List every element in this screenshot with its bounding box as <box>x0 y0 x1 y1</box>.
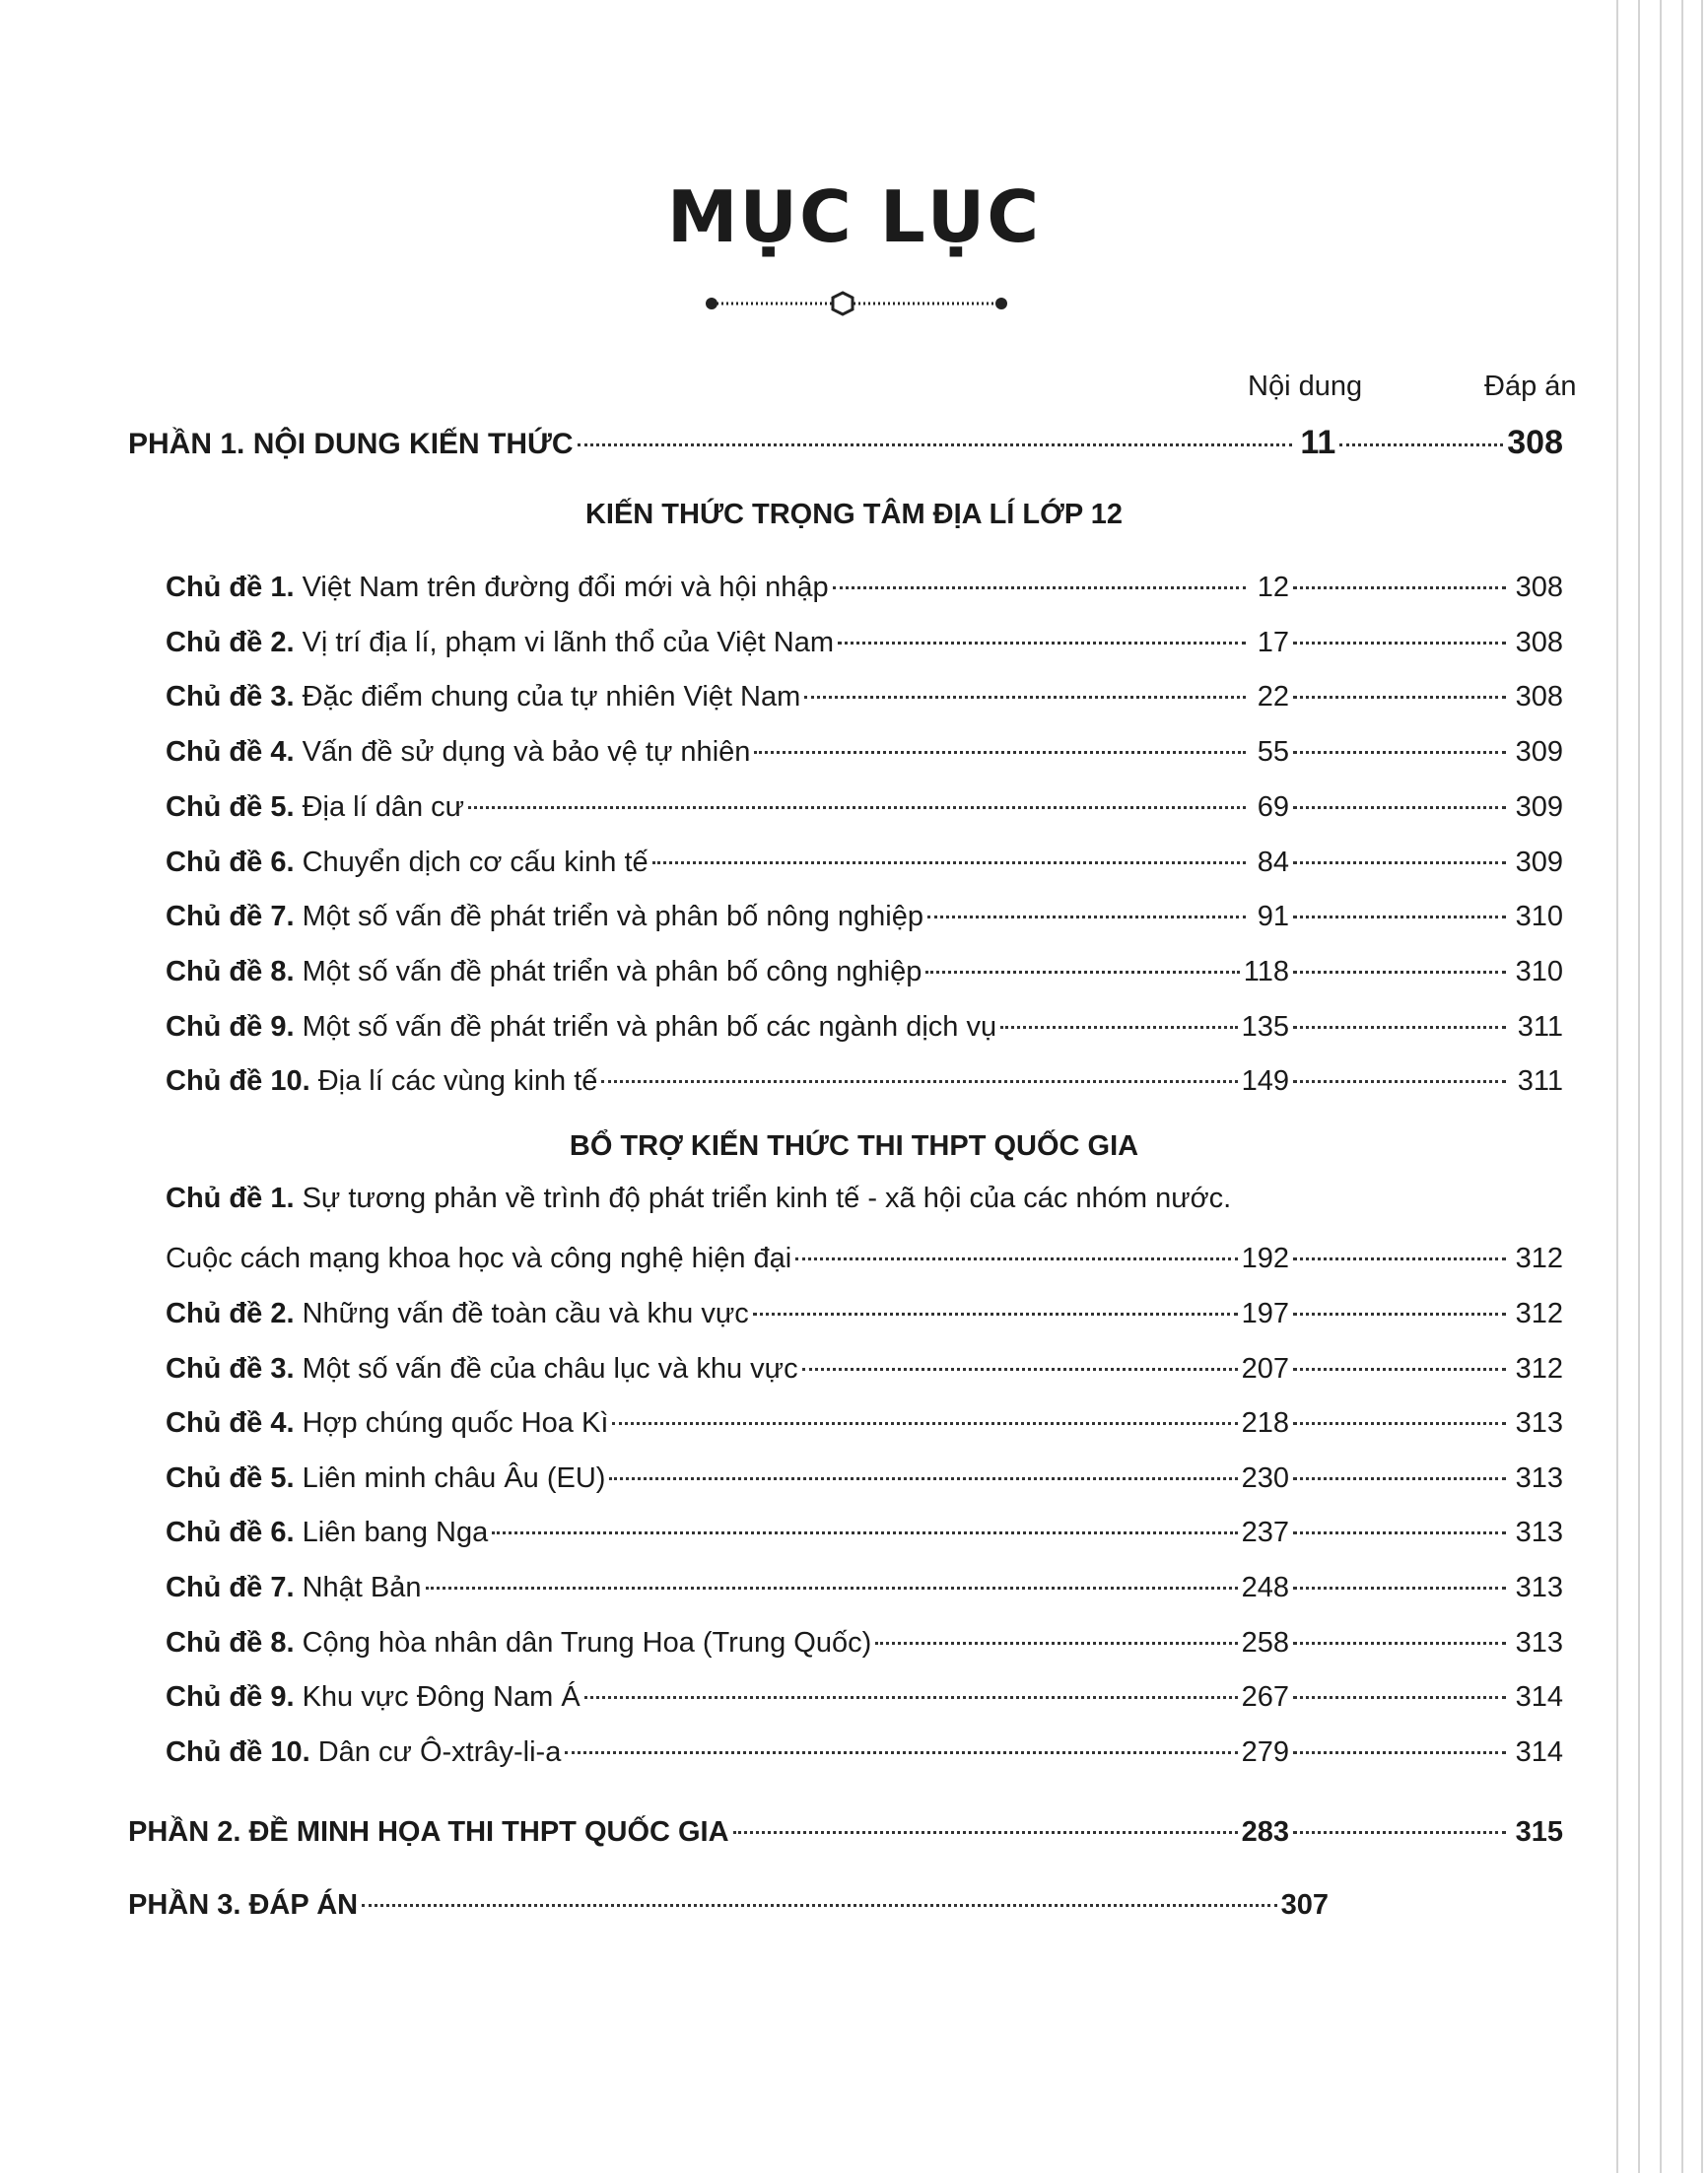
topic-title: Một số vấn đề của châu lục và khu vực <box>302 1352 798 1385</box>
topic-title: Cộng hòa nhân dân Trung Hoa (Trung Quốc) <box>302 1626 872 1659</box>
section-heading: BỔ TRỢ KIẾN THỨC THI THPT QUỐC GIA <box>569 1130 1139 1162</box>
dot-leader <box>1293 1026 1506 1029</box>
answer-page: 308 <box>1515 626 1563 658</box>
content-page: 69 <box>1257 790 1289 823</box>
dot-leader <box>492 1531 1237 1534</box>
content-page: 258 <box>1241 1626 1289 1659</box>
answer-page: 310 <box>1515 901 1563 933</box>
dot-leader <box>1293 1831 1506 1834</box>
dot-leader <box>612 1422 1237 1425</box>
topic-title: Địa lí dân cư <box>302 790 465 823</box>
toc-item[interactable] <box>166 1293 1563 1334</box>
part-label: PHẦN 1. NỘI DUNG KIẾN THỨC <box>128 428 574 460</box>
topic-title: Vị trí địa lí, phạm vi lãnh thổ của Việt Nam <box>302 626 835 658</box>
topic-title: Dân cư Ô-xtrây-li-a <box>317 1735 562 1768</box>
topic-title: Việt Nam trên đường đổi mới và hội nhập <box>302 572 829 603</box>
content-page: 267 <box>1241 1681 1289 1714</box>
toc-item[interactable] <box>166 1402 1563 1444</box>
toc-part-3[interactable] <box>128 1884 1329 1926</box>
page-title: MỤC LỤC <box>666 175 1042 258</box>
toc-item[interactable] <box>166 1238 1563 1279</box>
title-ornament-icon <box>704 290 1009 317</box>
content-page: 307 <box>1280 1889 1329 1921</box>
dot-leader <box>1293 1313 1506 1316</box>
toc-part-2[interactable] <box>128 1811 1563 1853</box>
content-page: 118 <box>1243 955 1289 987</box>
topic-title: Khu vực Đông Nam Á <box>302 1681 581 1714</box>
topic-number: Chủ đề 3. <box>166 681 295 713</box>
content-page: 218 <box>1241 1407 1289 1440</box>
topic-number: Chủ đề 3. <box>166 1352 295 1385</box>
answer-page: 309 <box>1515 790 1563 823</box>
dot-leader <box>362 1904 1276 1907</box>
toc-item[interactable] <box>166 786 1563 828</box>
topic-title: Hợp chúng quốc Hoa Kì <box>302 1407 609 1440</box>
content-page: 237 <box>1241 1517 1289 1549</box>
answer-page: 312 <box>1515 1298 1563 1329</box>
dot-leader <box>609 1477 1237 1480</box>
toc-item[interactable] <box>166 1567 1563 1608</box>
dot-leader <box>875 1642 1237 1645</box>
topic-number: Chủ đề 4. <box>166 1407 295 1440</box>
content-page: 22 <box>1257 681 1289 713</box>
topic-title: Sự tương phản về trình độ phát triển kinh tế - xã hội của các nhóm nước. <box>302 1183 1232 1214</box>
topic-title: Chuyển dịch cơ cấu kinh tế <box>302 846 649 878</box>
topic-title: Nhật Bản <box>302 1572 422 1603</box>
toc-item[interactable] <box>166 1060 1563 1102</box>
toc-item[interactable] <box>166 896 1563 937</box>
dot-leader <box>1293 1642 1506 1645</box>
answer-page: 313 <box>1515 1461 1563 1494</box>
dot-leader <box>426 1587 1238 1590</box>
topic-number: Chủ đề 6. <box>166 846 295 878</box>
column-header-answers: Đáp án <box>1484 371 1577 402</box>
topic-number: Chủ đề 10. <box>166 1065 310 1098</box>
dot-leader <box>1293 806 1506 809</box>
section-heading: KIẾN THỨC TRỌNG TÂM ĐỊA LÍ LỚP 12 <box>584 499 1124 530</box>
content-page: 84 <box>1257 846 1289 878</box>
dot-leader <box>652 861 1246 864</box>
dot-leader <box>1293 696 1506 699</box>
dot-leader <box>1293 1751 1506 1754</box>
dot-leader <box>1293 1696 1506 1699</box>
content-page: 135 <box>1241 1010 1289 1043</box>
content-page: 207 <box>1241 1352 1289 1385</box>
dot-leader <box>1293 1368 1506 1371</box>
toc-item[interactable] <box>166 951 1563 992</box>
toc-item[interactable] <box>166 567 1563 608</box>
page-edge-line <box>1701 0 1703 2173</box>
content-page: 279 <box>1241 1735 1289 1768</box>
topic-number: Chủ đề 7. <box>166 901 295 933</box>
dot-leader <box>584 1696 1238 1699</box>
toc-item[interactable] <box>166 1732 1563 1773</box>
dot-leader <box>1293 1477 1506 1480</box>
toc-item[interactable] <box>166 1622 1563 1664</box>
answer-page: 309 <box>1515 846 1563 878</box>
topic-number: Chủ đề 7. <box>166 1572 295 1603</box>
topic-number: Chủ đề 1. <box>166 1183 295 1214</box>
toc-item[interactable] <box>166 1006 1563 1048</box>
dot-leader <box>1293 751 1506 754</box>
answer-page: 308 <box>1515 572 1563 603</box>
content-page: 197 <box>1241 1298 1289 1329</box>
dot-leader <box>578 443 1293 446</box>
content-page: 12 <box>1257 572 1289 603</box>
topic-number: Chủ đề 9. <box>166 1010 295 1043</box>
answer-page: 308 <box>1507 424 1563 461</box>
dot-leader <box>1293 971 1506 974</box>
answer-page: 310 <box>1515 955 1563 987</box>
topic-title: Liên bang Nga <box>302 1517 489 1549</box>
dot-leader <box>804 696 1246 699</box>
answer-page: 315 <box>1515 1816 1563 1848</box>
topic-title: Cuộc cách mạng khoa học và công nghệ hiện đại <box>166 1243 792 1274</box>
content-page: 17 <box>1257 626 1289 658</box>
dot-leader <box>795 1257 1237 1260</box>
toc-item[interactable] <box>166 731 1563 773</box>
dot-leader <box>1293 642 1506 645</box>
dot-leader <box>601 1080 1237 1083</box>
dot-leader <box>1293 586 1506 589</box>
dot-leader <box>1293 1587 1506 1590</box>
answer-page: 312 <box>1515 1352 1563 1385</box>
topic-title: Một số vấn đề phát triển và phân bố công nghiệp <box>302 955 922 987</box>
answer-page: 311 <box>1517 1065 1563 1098</box>
toc-item[interactable] <box>166 842 1563 883</box>
dot-leader <box>925 971 1239 974</box>
toc-item[interactable] <box>166 1512 1563 1553</box>
topic-title: Liên minh châu Âu (EU) <box>302 1461 606 1494</box>
content-page: 283 <box>1241 1816 1289 1848</box>
toc-item[interactable] <box>166 676 1563 717</box>
part-label: PHẦN 3. ĐÁP ÁN <box>128 1889 359 1921</box>
dot-leader <box>754 751 1246 754</box>
dot-leader <box>1000 1026 1238 1029</box>
dot-leader <box>1293 861 1506 864</box>
topic-title: Những vấn đề toàn cầu và khu vực <box>302 1298 749 1329</box>
part-label: PHẦN 2. ĐỀ MINH HỌA THI THPT QUỐC GIA <box>128 1816 729 1848</box>
page-edge-line <box>1616 0 1618 2173</box>
page-edge-line <box>1638 0 1640 2173</box>
toc-item[interactable] <box>166 1348 1563 1390</box>
topic-number: Chủ đề 10. <box>166 1735 310 1768</box>
toc-item[interactable] <box>166 622 1563 663</box>
dot-leader <box>468 806 1246 809</box>
topic-title: Địa lí các vùng kinh tế <box>317 1065 598 1098</box>
page-edge-line <box>1681 0 1683 2173</box>
topic-number: Chủ đề 2. <box>166 1298 295 1329</box>
topic-number: Chủ đề 9. <box>166 1681 295 1714</box>
dot-leader <box>838 642 1246 645</box>
toc-item-line1[interactable] <box>166 1183 1231 1215</box>
dot-leader <box>1293 916 1506 918</box>
content-page: 149 <box>1241 1065 1289 1098</box>
answer-page: 308 <box>1515 681 1563 713</box>
content-page: 230 <box>1241 1461 1289 1494</box>
toc-part-1[interactable] <box>128 422 1563 463</box>
answer-page: 314 <box>1515 1735 1563 1768</box>
answer-page: 313 <box>1515 1572 1563 1603</box>
topic-title: Đặc điểm chung của tự nhiên Việt Nam <box>302 681 801 713</box>
answer-page: 309 <box>1515 736 1563 769</box>
topic-number: Chủ đề 2. <box>166 626 295 658</box>
toc-item[interactable] <box>166 1676 1563 1718</box>
answer-page: 312 <box>1515 1243 1563 1274</box>
topic-title: Một số vấn đề phát triển và phân bố nông nghiệp <box>302 901 923 933</box>
answer-page: 313 <box>1515 1626 1563 1659</box>
content-page: 248 <box>1241 1572 1289 1603</box>
dot-leader <box>833 586 1246 589</box>
content-page: 91 <box>1257 901 1289 933</box>
topic-number: Chủ đề 8. <box>166 1626 295 1659</box>
dot-leader <box>753 1313 1238 1316</box>
dot-leader <box>927 916 1246 918</box>
topic-title: Vấn đề sử dụng và bảo vệ tự nhiên <box>302 736 751 769</box>
column-header-content: Nội dung <box>1248 371 1363 402</box>
dot-leader <box>1293 1080 1506 1083</box>
topic-number: Chủ đề 5. <box>166 1461 295 1494</box>
page-edge-line <box>1660 0 1662 2173</box>
answer-page: 313 <box>1515 1517 1563 1549</box>
dot-leader <box>1339 443 1503 446</box>
topic-title: Một số vấn đề phát triển và phân bố các ngành dịch vụ <box>302 1010 997 1043</box>
content-page: 192 <box>1241 1243 1289 1274</box>
dot-leader <box>802 1368 1238 1371</box>
dot-leader <box>565 1751 1237 1754</box>
content-page: 55 <box>1257 736 1289 769</box>
toc-item[interactable] <box>166 1458 1563 1499</box>
content-page: 11 <box>1300 424 1336 461</box>
dot-leader <box>1293 1257 1506 1260</box>
dot-leader <box>1293 1422 1506 1425</box>
topic-number: Chủ đề 5. <box>166 790 295 823</box>
topic-number: Chủ đề 4. <box>166 736 295 769</box>
answer-page: 311 <box>1517 1010 1563 1043</box>
answer-page: 314 <box>1515 1681 1563 1714</box>
topic-number: Chủ đề 8. <box>166 955 295 987</box>
dot-leader <box>733 1831 1238 1834</box>
answer-page: 313 <box>1515 1407 1563 1440</box>
topic-number: Chủ đề 1. <box>166 572 295 603</box>
dot-leader <box>1293 1531 1506 1534</box>
topic-number: Chủ đề 6. <box>166 1517 295 1549</box>
